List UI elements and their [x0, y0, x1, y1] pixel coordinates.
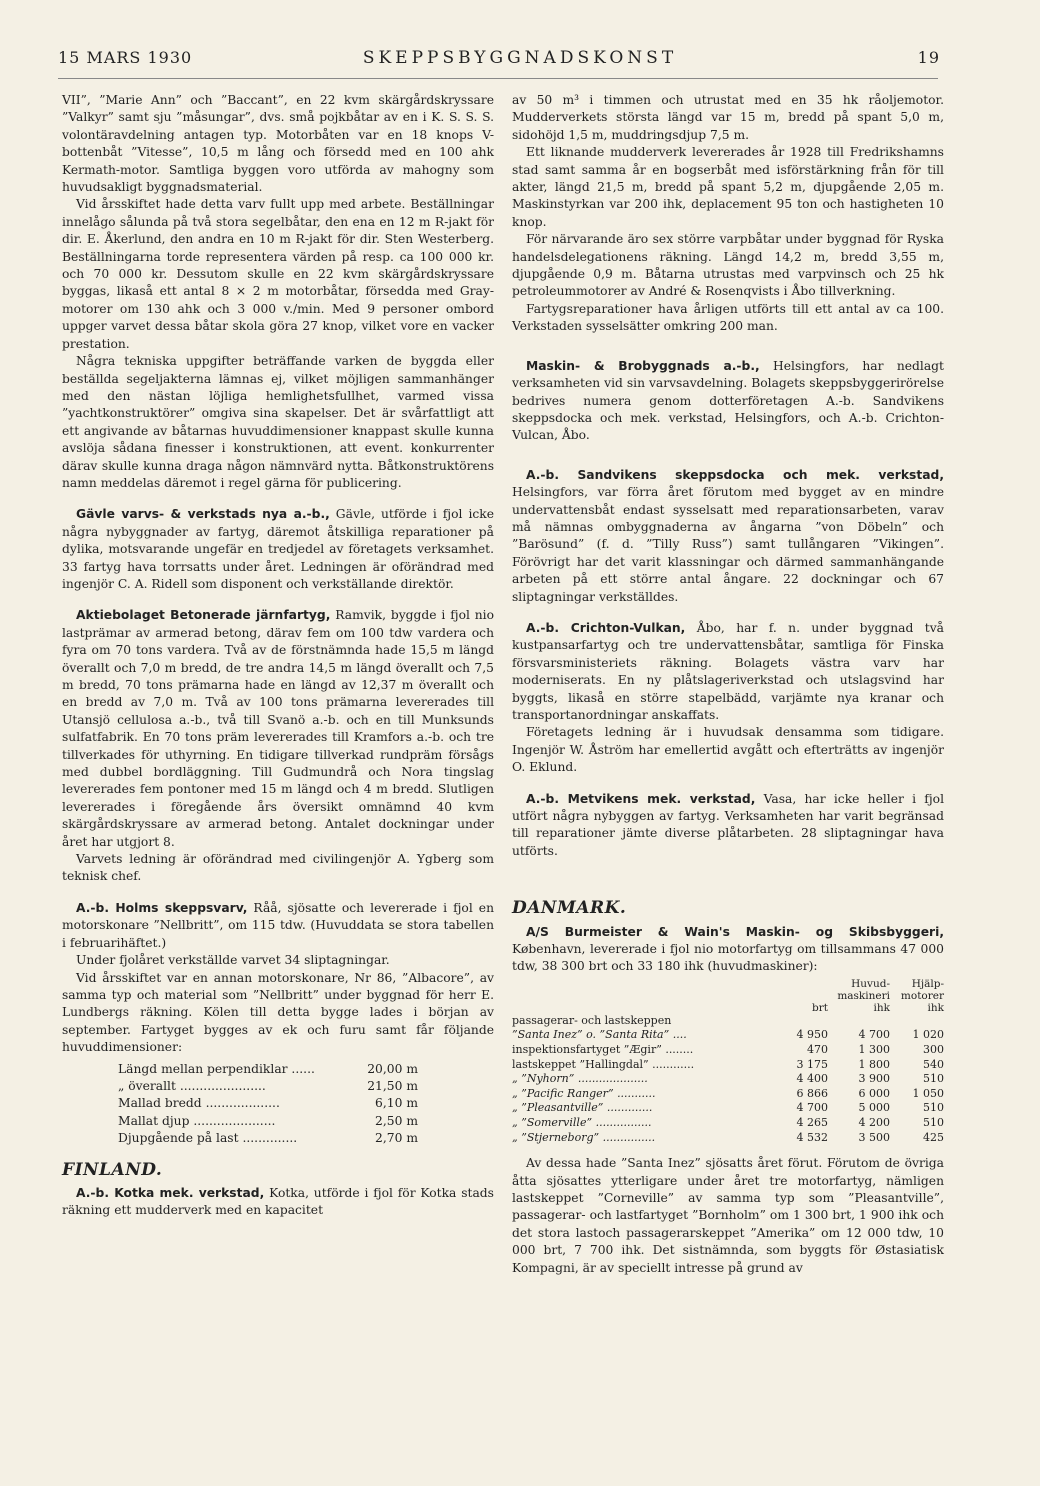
- dimension-row: [118, 1078, 418, 1095]
- dimension-label: Mallad bredd ...................: [118, 1096, 280, 1111]
- dimension-row: [118, 1113, 418, 1130]
- table-row: [512, 1058, 944, 1073]
- cell: 510: [923, 1072, 944, 1086]
- holms-entry: [62, 900, 494, 952]
- metvikens-entry: [512, 791, 944, 861]
- right-column: [512, 92, 944, 1277]
- col-header-main-ihk: Huvud- maskineri ihk: [837, 977, 890, 1014]
- paragraph: Varvets ledning är oförändrad med civilingenjör A. Ygberg som teknisk chef.: [62, 852, 494, 884]
- ship-name: „ ”Stjerneborg” ...............: [512, 1130, 656, 1144]
- section-heading-danmark: DANMARK.: [512, 898, 627, 919]
- entry-text: Helsingfors, var förra året förutom med bygget av en mindre undervattensbåt endast sysselsatt med reparationsarbeten, varav må nämnas ombyggnaderna av ångarna ”von Döbeln” och ”Barösund” (f. d. ”Tilly Russ”) samt tullångaren ”Vikingen”. Förövrigt har det varit klassningar och därmed sammanhängande arbeten på ett större antal ångare. 22 dockningar och 67 sliptagningar verkställdes.: [512, 485, 944, 604]
- ship-name: „ ”Pacific Ranger” ...........: [512, 1086, 656, 1100]
- cell: 1 050: [912, 1086, 944, 1100]
- ship-name: „ ”Pleasantville” .............: [512, 1101, 653, 1115]
- paragraph: Vid årsskiftet var en annan motorskonare, Nr 86, ”Albacore”, av samma typ och material som ”Nellbritt” under byggnad för herr E. Lundbergs räkning. Kölen till detta bygge lades i början av september. Fartyget bygges av ek och furu samt får följande huvuddimensioner:: [62, 970, 494, 1055]
- header-date: 15 MARS 1930: [58, 48, 193, 67]
- table-row: [512, 1072, 944, 1087]
- dimension-row: [118, 1130, 418, 1147]
- paragraph: Några tekniska uppgifter beträffande varken de byggda eller beställda segeljakterna lämnas ej, vilket möjligen sammanhänger med den nästan löjliga hemlighetsfullhet, varmed vissa ”yachtkonstruktörer” omgiva sina skapelser. Det är svårfattligt att ett angivande av båtarnas huvuddimensioner knappast skulle kunna avslöja sådana finesser i konstruktionen, att event. konkurrenter därav skulle kunna draga någon nämnvärd nytta. Båtkonstruktörens namn meddelas däremot i regel gärna för publicering.: [62, 354, 494, 490]
- entry-text: Ramvik, byggde i fjol nio lastprämar av armerad betong, därav fem om 100 tdw vardera och fyra om 70 tons vardera. Två av de förstnämnda hade 15,5 m längd överallt och 7,0 m bredd, de tre andra 14,5 m längd överallt och 7,5 m bredd, 70 tons prämarna hade en längd av 12,37 m överallt och en bredd av 7,0 m. Två av 100 tons prämarna levererades till Utansjö cellulosa a.-b., två till Svanö a.-b. och en till Munksunds sulfatfabrik. En 70 tons präm levererades till Kramfors a.-b. och tre tillverkades för uthyrning. En tidigare tillverkad rundpräm försågs med dubbel bordläggning. Till Gudmundrå och Nora tingslag levererades fem pontoner med 15 m längd och 4 m bredd. Slutligen levererades i föregående års översikt omnämnd 40 kvm skärgårdskryssare av armerad betong. Antalet dockningar under året har utgjort 8.: [62, 608, 494, 849]
- ship-name: „ ”Nyhorn” ....................: [512, 1072, 648, 1086]
- cell: 4 950: [796, 1028, 828, 1042]
- header-page-number: 19: [917, 48, 940, 67]
- paragraph: Fartygsreparationer hava årligen utförts till ett antal av ca 100. Verkstaden sysselsätter omkring 200 man.: [512, 301, 944, 334]
- paragraph: Av dessa hade ”Santa Inez” sjösatts året förut. Förutom de övriga åtta sjösattes ytterligare under året tre motorfartyg, nämligen lastskeppet ”Corneville” av samma typ som ”Pleasantville”, passagerar- och lastfartyget ”Bornholm” om 1 300 brt, 1 900 ihk och det stora lastoch passagerarskeppet ”Amerika” om 12 000 tdw, 10 000 brt, 7 700 ihk. Det sistnämnda, som byggts för Østasiatisk Kompagni, är av speciellt intresse på grund av: [512, 1156, 944, 1275]
- company-name: A.-b. Sandvikens skeppsdocka och mek. verkstad,: [526, 467, 944, 482]
- cell: 3 900: [858, 1072, 890, 1086]
- ship-name: ”Santa Inez” o. ”Santa Rita” ....: [512, 1028, 687, 1042]
- crichton-entry: [512, 620, 944, 724]
- sandvikens-entry: [512, 467, 944, 606]
- dimension-label: „ överallt ......................: [118, 1078, 266, 1093]
- dimension-label: Djupgående på last ..............: [118, 1131, 298, 1146]
- header-journal-title: SKEPPSBYGGNADSKONST: [362, 48, 678, 68]
- paragraph: Ett liknande mudderverk levererades år 1928 till Fredrikshamns stad samt samma år en bogserbåt med isförstärkning från för till akter, längd 21,5 m, bredd på spant 5,2 m, djupgående 2,05 m. Maskinstyrkan var 200 ihk, deplacement 95 ton och hastigheten 10 knop.: [512, 145, 944, 229]
- table-row: [512, 1101, 944, 1116]
- cell: 1 800: [858, 1057, 890, 1071]
- dimensions-table: [118, 1061, 418, 1148]
- dimension-value: 6,10 m: [375, 1096, 418, 1111]
- paragraph: VII”, ”Marie Ann” och ”Baccant”, en 22 kvm skärgårdskryssare ”Valkyr” samt sju ”måsungar”, dvs. små pojkbåtar av en i K. S. S. S. volontäravdelning antagen typ. Motorbåten var en 18 knops V-bottenbåt ”Vitesse”, 10,5 m lång och försedd med en 100 ahk Kermath-motor. Samtliga byggen voro utförda av mahogny som huvudsakligt byggnadsmaterial.: [62, 93, 494, 195]
- paragraph: Företagets ledning är i huvudsak densamma som tidigare. Ingenjör W. Åström har emellertid avgått och efterträtts av ingenjör O. Eklund.: [512, 725, 944, 775]
- company-name: A.-b. Holms skeppsvarv,: [76, 900, 248, 915]
- table-row: [512, 1043, 944, 1058]
- cell: 470: [807, 1043, 828, 1057]
- dimension-value: 21,50 m: [367, 1078, 418, 1093]
- table-header-row: [512, 978, 944, 1014]
- paragraph: av 50 m³ i timmen och utrustat med en 35 hk råoljemotor. Mudderverkets största längd var 15 m, bredd på spant 5,0 m, sidohöjd 1,5 m, muddringsdjup 7,5 m.: [512, 93, 944, 142]
- entry-text: København, levererade i fjol nio motorfartyg om tillsammans 47 000 tdw, 38 300 brt och 33 180 ihk (huvudmaskiner):: [512, 942, 944, 974]
- paragraph: Under fjolåret verkställde varvet 34 sliptagningar.: [76, 953, 390, 968]
- entry-text: Åbo, har f. n. under byggnad två kustpansarfartyg och tre undervattensbåtar, samtliga för Finska försvarsministeriets räkning. Bolagets västra varv har moderniserats. En ny plåtslageriverkstad och utslagsvind har byggts, likaså en större stapelbädd, varjämte nya kranar och transportanordningar anskaffats.: [512, 620, 944, 722]
- paragraph: För närvarande äro sex större varpbåtar under byggnad för Ryska handelsdelegationens räkning. Längd 14,2 m, bredd 3,55 m, djupgående 0,9 m. Båtarna utrustas med varpvinsch och 25 hk petroleummotorer av André & Rosenqvists i Åbo tillverkning.: [512, 232, 944, 299]
- cell: 4 700: [796, 1101, 828, 1115]
- cell: 4 700: [858, 1028, 890, 1042]
- section-heading-finland: FINLAND.: [62, 1159, 163, 1180]
- burmeister-entry: [512, 924, 944, 976]
- cell: 6 866: [796, 1086, 828, 1100]
- cell: 6 000: [858, 1086, 890, 1100]
- table-row: [512, 1131, 944, 1146]
- ship-name: inspektionsfartyget ”Ægir” ........: [512, 1043, 694, 1057]
- gavle-entry: [62, 506, 494, 593]
- cell: 510: [923, 1116, 944, 1130]
- betonerade-entry: [62, 607, 494, 851]
- col-header-aux-ihk: Hjälp- motorer ihk: [900, 977, 944, 1014]
- cell: 300: [923, 1043, 944, 1057]
- dimension-value: 2,50 m: [375, 1113, 418, 1128]
- dimension-row: [118, 1095, 418, 1112]
- cell: 510: [923, 1101, 944, 1115]
- dimension-value: 20,00 m: [367, 1061, 418, 1076]
- cell: 540: [923, 1057, 944, 1071]
- cell: 1 020: [912, 1028, 944, 1042]
- company-name: A/S Burmeister & Wain's Maskin- og Skibsbyggeri,: [526, 924, 944, 939]
- ship-name: „ ”Somerville” ................: [512, 1116, 652, 1130]
- table-group-label: passagerar- och lastskeppen: [512, 1013, 672, 1027]
- dimension-value: 2,70 m: [375, 1131, 418, 1146]
- cell: 1 300: [858, 1043, 890, 1057]
- cell: 4 265: [796, 1116, 828, 1130]
- company-name: Maskin- & Brobyggnads a.-b.,: [526, 358, 760, 373]
- entry-text: Kotka, utförde i fjol för Kotka stads räkning ett mudderverk med en kapacitet: [62, 1185, 494, 1218]
- entry-text: Råå, sjösatte och levererade i fjol en motorskonare ”Nellbritt”, om 115 tdw. (Huvuddata se stora tabellen i februarihäftet.): [62, 900, 494, 950]
- cell: 425: [923, 1130, 944, 1144]
- header-rule: [58, 78, 938, 79]
- entry-text: Helsingfors, har nedlagt verksamheten vid sin varvsavdelning. Bolagets skeppsbyggerirörelse bedrives numera genom dotterföretagen A.-b. Sandvikens skeppsdocka och mek. verkstad, Helsingfors, och A.-b. Crichton-Vulcan, Åbo.: [512, 358, 944, 443]
- cell: 3 175: [796, 1057, 828, 1071]
- maskin-entry: [512, 358, 944, 445]
- table-row: [512, 1028, 944, 1043]
- company-name: A.-b. Kotka mek. verkstad,: [76, 1185, 265, 1200]
- company-name: A.-b. Crichton-Vulkan,: [526, 620, 686, 635]
- table-row: [512, 1087, 944, 1102]
- kotka-entry: [62, 1185, 494, 1220]
- cell: 5 000: [858, 1101, 890, 1115]
- dimension-label: Längd mellan perpendiklar ......: [118, 1061, 315, 1076]
- company-name: Aktiebolaget Betonerade järnfartyg,: [76, 608, 331, 623]
- cell: 4 200: [858, 1116, 890, 1130]
- cell: 4 400: [796, 1072, 828, 1086]
- table-row: [512, 1116, 944, 1131]
- company-name: Gävle varvs- & verkstads nya a.-b.,: [76, 507, 330, 522]
- col-header-brt: brt: [812, 1001, 828, 1014]
- ships-table: [512, 978, 944, 1145]
- left-column: [62, 92, 494, 1220]
- entry-text: Gävle, utförde i fjol icke några nybyggnader av fartyg, däremot åtskilliga reparationer på dylika, motsvarande ungefär en tredjedel av företagets verksamhet. 33 fartyg hava torrsatts under året. Ledningen är oförändrad med ingenjör C. A. Ridell som disponent och verkställande direktör.: [62, 507, 494, 591]
- company-name: A.-b. Metvikens mek. verkstad,: [526, 791, 756, 806]
- ship-name: lastskeppet ”Hallingdal” ............: [512, 1057, 695, 1071]
- entry-text: Vasa, har icke heller i fjol utfört några nybyggen av fartyg. Verksamheten har varit begränsad till reparationer jämte diverse plåtarbeten. 28 sliptagningar hava utförts.: [512, 791, 945, 858]
- paragraph: Vid årsskiftet hade detta varv fullt upp med arbete. Beställningar innelågo sålunda på två stora segelbåtar, den ena en 12 m R-jakt för dir. E. Åkerlund, den andra en 10 m R-jakt för dir. Sten Westerberg. Beställningarna torde representera värden på resp. ca 100 000 kr. och 70 000 kr. Dessutom skulle en 22 kvm skärgårdskryssare byggas, likaså ett antal 8 × 2 m motorbåtar, försedda med Gray-motorer om 130 ahk och 3 000 v./min. Med 9 personer ombord uppger varvet dessa båtar skola göra 27 knop, vilket vore en vacker prestation.: [62, 197, 494, 351]
- dimension-row: [118, 1061, 418, 1078]
- cell: 4 532: [796, 1130, 828, 1144]
- cell: 3 500: [858, 1130, 890, 1144]
- dimension-label: Mallat djup .....................: [118, 1113, 276, 1128]
